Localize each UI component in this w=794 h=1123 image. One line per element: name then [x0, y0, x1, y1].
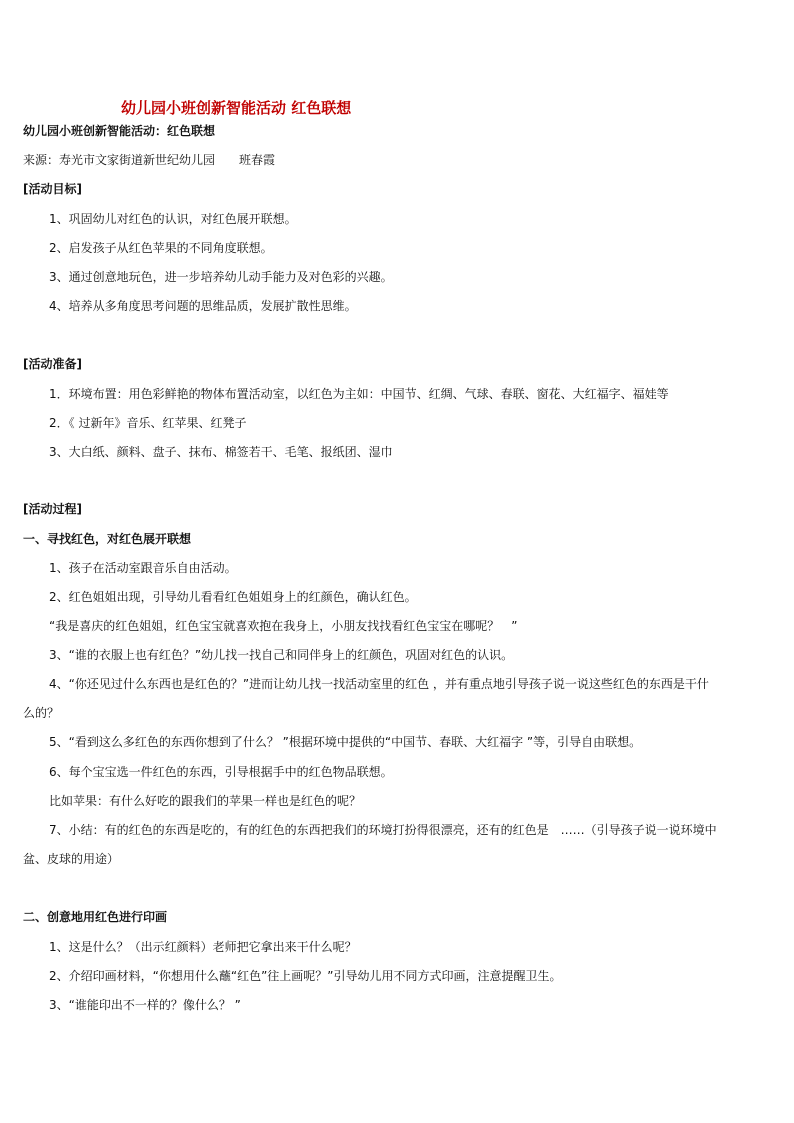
process-item-continuation: 盆、皮球的用途）	[23, 852, 120, 866]
process-item: 1、孩子在活动室跟音乐自由活动。	[49, 561, 237, 575]
document-subtitle: 幼儿园小班创新智能活动：红色联想	[23, 124, 216, 138]
process-item: 比如苹果：有什么好吃的跟我们的苹果一样也是红色的呢？	[49, 794, 362, 808]
process-heading: [活动过程]	[23, 502, 82, 516]
source-line: 来源：寿光市文家街道新世纪幼儿园 班春霞	[23, 153, 276, 167]
process-item: 7、小结：有的红色的东西是吃的，有的红色的东西把我们的环境打扮得很漂亮，还有的红色是 ……（引导孩子说一说环境中	[49, 823, 717, 837]
process-item: 6、每个宝宝选一件红色的东西，引导根据手中的红色物品联想。	[49, 765, 393, 779]
process-item: 4、“你还见过什么东西也是红色的？”进而让幼儿找一找活动室里的红色 ，并有重点地引导孩子说一说这些红色的东西是干什	[49, 677, 709, 691]
process-item-continuation: 么的？	[23, 706, 60, 720]
goal-item: 4、培养从多角度思考问题的思维品质，发展扩散性思维。	[49, 299, 357, 313]
document-title: 幼儿园小班创新智能活动 红色联想	[121, 99, 352, 117]
process-item: “我是喜庆的红色姐姐，红色宝宝就喜欢抱在我身上，小朋友找找看红色宝宝在哪呢？ ”	[49, 619, 518, 633]
process-item: 1、这是什么？（出示红颜料）老师把它拿出来干什么呢？	[49, 940, 357, 954]
prep-heading: [活动准备]	[23, 357, 82, 371]
goal-item: 1、巩固幼儿对红色的认识，对红色展开联想。	[49, 212, 297, 226]
process-part1-heading: 一、寻找红色，对红色展开联想	[23, 532, 192, 546]
prep-item: 1．环境布置：用色彩鲜艳的物体布置活动室，以红色为主如：中国节、红绸、气球、春联、窗花、大红福字、福娃等	[49, 387, 669, 401]
process-item: 2、介绍印画材料，“你想用什么蘸“红色”往上画呢？”引导幼儿用不同方式印画，注意提醒卫生。	[49, 969, 562, 983]
process-item: 5、“看到这么多红色的东西你想到了什么？ ”根据环境中提供的“中国节、春联、大红福字 ”等，引导自由联想。	[49, 735, 642, 749]
process-item: 3、“谁的衣服上也有红色？”幼儿找一找自己和同伴身上的红颜色，巩固对红色的认识。	[49, 648, 514, 662]
goals-heading: [活动目标]	[23, 182, 82, 196]
prep-item: 3、大白纸、颜料、盘子、抹布、棉签若干、毛笔、报纸团、湿巾	[49, 445, 393, 459]
prep-item: 2．《 过新年》音乐、红苹果、红凳子	[49, 416, 247, 430]
goal-item: 3、通过创意地玩色，进一步培养幼儿动手能力及对色彩的兴趣。	[49, 270, 393, 284]
process-part2-heading: 二、创意地用红色进行印画	[23, 910, 168, 924]
process-item: 3、“谁能印出不一样的？像什么？ ”	[49, 998, 241, 1012]
process-item: 2、红色姐姐出现，引导幼儿看看红色姐姐身上的红颜色，确认红色。	[49, 590, 417, 604]
goal-item: 2、启发孩子从红色苹果的不同角度联想。	[49, 241, 273, 255]
